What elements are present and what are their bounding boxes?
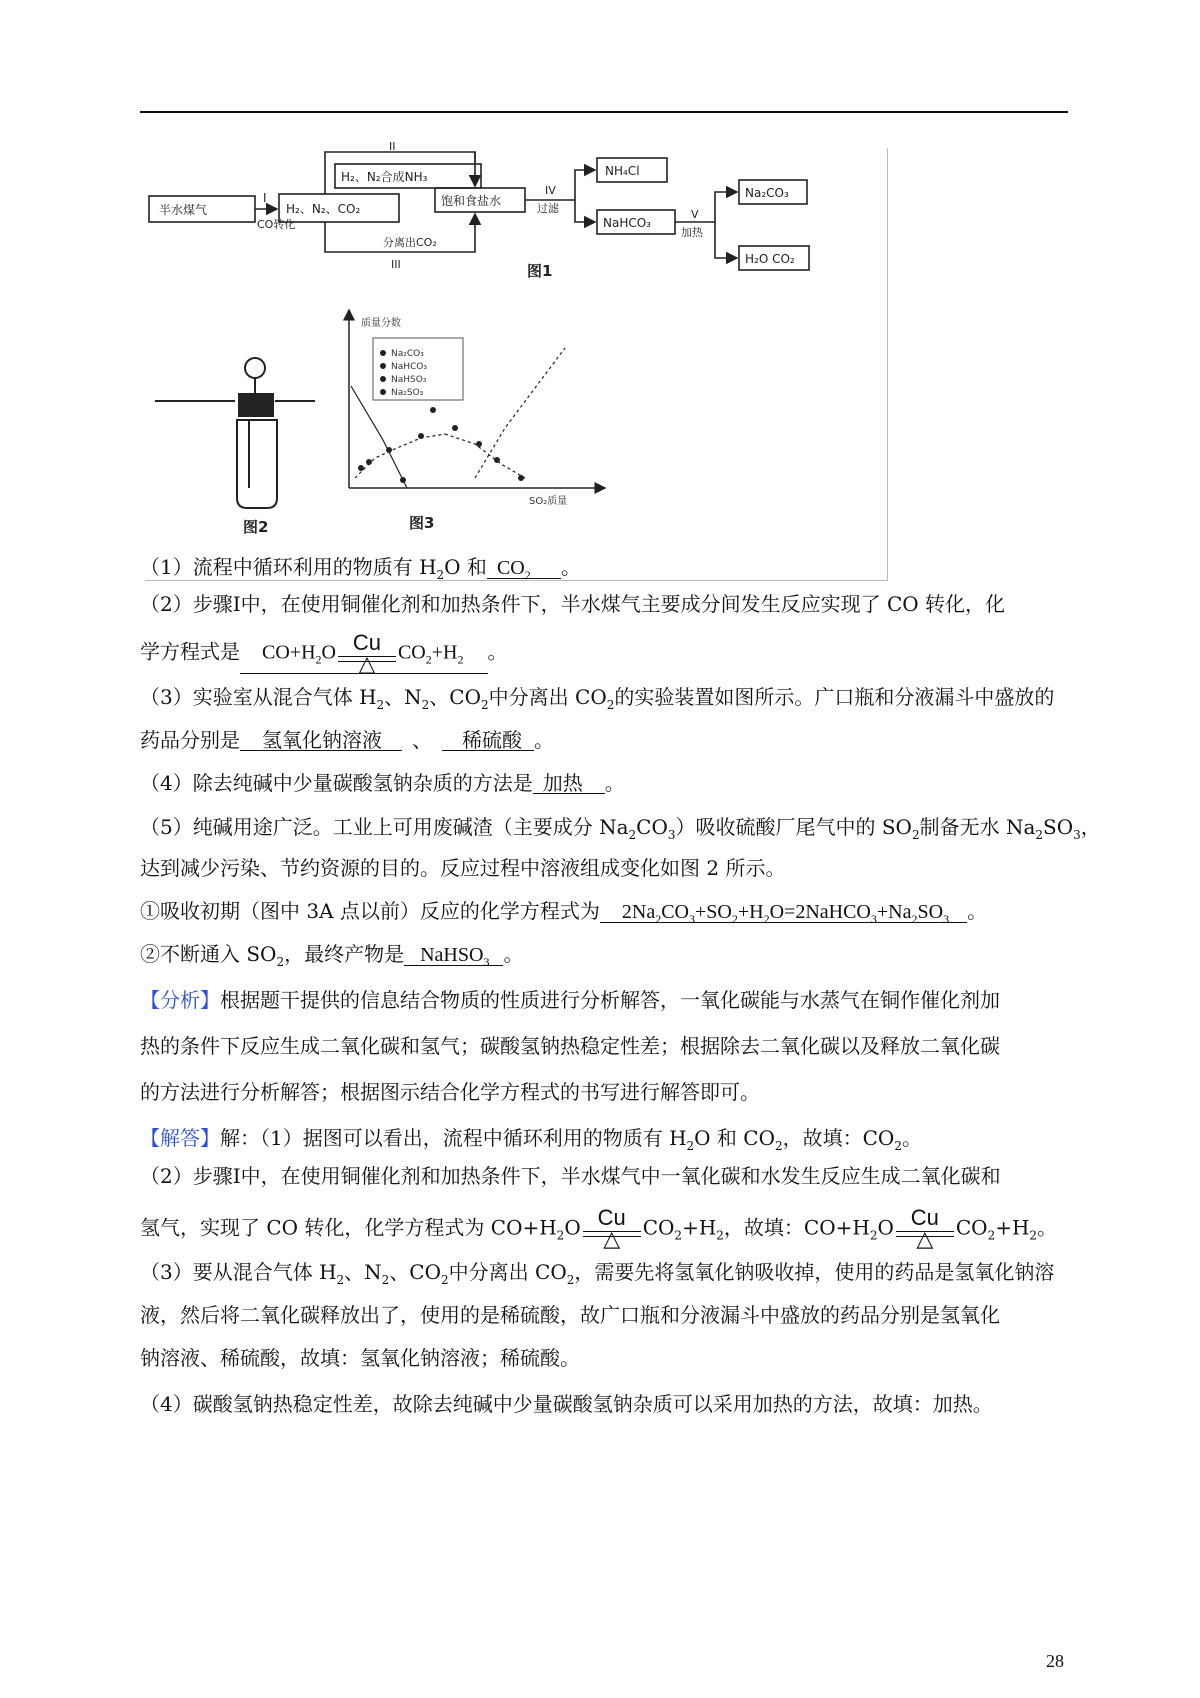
solution-1: 【解答】解：（1）据图可以看出，流程中循环利用的物质有 $H_2O$ 和 $CO_2$，故填：$CO_2$。 xyxy=(140,1126,922,1153)
reaction-condition: Cu △ xyxy=(338,635,396,673)
analysis-tag: 【分析】 xyxy=(140,988,220,1012)
box-mix: H₂、N₂、CO₂ xyxy=(286,202,361,216)
box-na2co3: Na₂CO₃ xyxy=(745,186,789,200)
solution-4: （4）碳酸氢钠热稳定性差，故除去纯碱中少量碳酸氢钠杂质可以采用加热的方法，故填：加热。 xyxy=(140,1392,993,1416)
step-i-note: CO转化 xyxy=(257,218,296,231)
box-nh4cl: NH₄Cl xyxy=(605,164,640,178)
step-ii: II xyxy=(389,140,396,153)
figure3-plot xyxy=(349,310,605,532)
question-4: （4）除去纯碱中少量碳酸氢钠杂质的方法是 加热 。 xyxy=(140,771,625,795)
solution-3-line3: 钠溶液、稀硫酸，故填：氢氧化钠溶液；稀硫酸。 xyxy=(140,1346,580,1370)
figure-panel xyxy=(145,140,888,581)
fig3-x-axis-label: SO₂质量 xyxy=(529,496,568,507)
page-number: 28 xyxy=(1046,1651,1064,1671)
question-5-sub1: ①吸收初期（图中 3A 点以前）反应的化学方程式为 $2Na_2CO_3+SO_2+H_2O=2NaHCO_3+Na_2SO_3$ 。 xyxy=(140,899,988,926)
solution-2-line1: （2）步骤Ⅰ中，在使用铜催化剂和加热条件下，半水煤气中一氧化碳和水发生反应生成二氧化碳和 xyxy=(140,1164,1001,1188)
fig3-legend-3: NaHSO₃ xyxy=(391,375,427,385)
figure2-apparatus xyxy=(155,358,315,508)
reaction-condition-3: Cu △ xyxy=(896,1210,954,1248)
fig1-caption: 图1 xyxy=(527,262,553,280)
fig3-legend-2: NaHCO₃ xyxy=(391,362,427,372)
answer-3b: 稀硫酸 xyxy=(442,730,534,751)
analysis-line1: 【分析】根据题干提供的信息结合物质的性质进行分析解答，一氧化碳能与水蒸气在铜作催化剂加 xyxy=(140,988,1000,1012)
answer-5-1: $2Na_2CO_3+SO_2+H_2O=2NaHCO_3+Na_2SO_3$ xyxy=(600,902,967,923)
box-start: 半水煤气 xyxy=(159,203,208,217)
answer-1: $CO_2$ xyxy=(487,558,561,579)
analysis-line3: 的方法进行分析解答；根据图示结合化学方程式的书写进行解答即可。 xyxy=(140,1080,760,1104)
solution-2-line2: 氢气，实现了 CO 转化，化学方程式为 $CO+H_2O$ Cu △ $CO_2+H_2$，故填：$CO+H_2O$ Cu △ $CO_2+H_2$。 xyxy=(140,1205,1058,1252)
fig3-legend-4: Na₂SO₃ xyxy=(391,388,424,398)
question-2-line2: 学方程式是 $CO+H_2O$ Cu △ $CO_2+H_2$ 。 xyxy=(140,630,508,677)
solution-tag: 【解答】 xyxy=(140,1126,220,1150)
step-i: I xyxy=(263,191,267,205)
box-brine: 饱和食盐水 xyxy=(441,194,502,208)
fig3-caption: 图3 xyxy=(409,514,435,532)
step-v: V xyxy=(691,208,699,221)
step-iv: IV xyxy=(545,184,556,197)
solution-3-line2: 液，然后将二氧化碳释放出了，使用的是稀硫酸，故广口瓶和分液漏斗中盛放的药品分别是氢氧化 xyxy=(140,1303,1000,1327)
answer-2-equation: $CO+H_2O$ Cu △ $CO_2+H_2$ xyxy=(240,635,488,674)
analysis-line2: 热的条件下反应生成二氧化碳和氢气；碳酸氢钠热稳定性差；根据除去二氧化碳以及释放二氧化碳 xyxy=(140,1034,1000,1058)
header-rule xyxy=(140,111,1068,113)
answer-4: 加热 xyxy=(533,773,605,794)
fig3-y-axis-label: 质量分数 xyxy=(361,318,401,329)
solution-3-line1: （3）要从混合气体 $H_2$、$N_2$、$CO_2$中分离出 $CO_2$，需要先将氢氧化钠吸收掉，使用的药品是氢氧化钠溶 xyxy=(140,1260,1055,1287)
question-5-line1: （5）纯碱用途广泛。工业上可用废碱渣（主要成分 $Na_2CO_3$）吸收硫酸厂尾气中的 $SO_2$制备无水 $Na_2SO_3$， xyxy=(140,815,1101,842)
step-v-note: 加热 xyxy=(681,226,703,239)
fig3-legend-1: Na₂CO₃ xyxy=(391,349,424,359)
figure-svg xyxy=(145,140,887,580)
question-1: （1）流程中循环利用的物质有 $H_2O$ 和 $CO_2$ 。 xyxy=(140,555,581,582)
step-iii: III xyxy=(391,258,401,271)
box-synth: H₂、N₂合成NH₃ xyxy=(341,170,428,184)
question-3-line1: （3）实验室从混合气体 $H_2$、$N_2$、$CO_2$中分离出 $CO_2$的实验装置如图所示。广口瓶和分液漏斗中盛放的 xyxy=(140,685,1055,712)
separate-label: 分离出CO₂ xyxy=(383,236,437,249)
box-nahco3: NaHCO₃ xyxy=(603,216,651,230)
figure1-flowchart xyxy=(149,152,809,270)
reaction-condition-2: Cu △ xyxy=(583,1210,641,1248)
fig2-caption: 图2 xyxy=(243,518,269,536)
question-3-line2: 药品分别是 氢氧化钠溶液 、 稀硫酸 。 xyxy=(140,728,554,752)
step-iv-note: 过滤 xyxy=(537,202,559,215)
answer-3a: 氢氧化钠溶液 xyxy=(240,730,402,751)
question-5-line2: 达到减少污染、节约资源的目的。反应过程中溶液组成变化如图 2 所示。 xyxy=(140,856,786,880)
answer-5-2: NaHSO$_3$ xyxy=(404,945,503,966)
box-products: H₂O CO₂ xyxy=(745,252,795,266)
question-5-sub2: ②不断通入 $SO_2$，最终产物是 NaHSO$_3$ 。 xyxy=(140,942,524,969)
question-2-line1: （2）步骤Ⅰ中，在使用铜催化剂和加热条件下，半水煤气主要成分间发生反应实现了 CO 转化，化 xyxy=(140,592,1006,616)
